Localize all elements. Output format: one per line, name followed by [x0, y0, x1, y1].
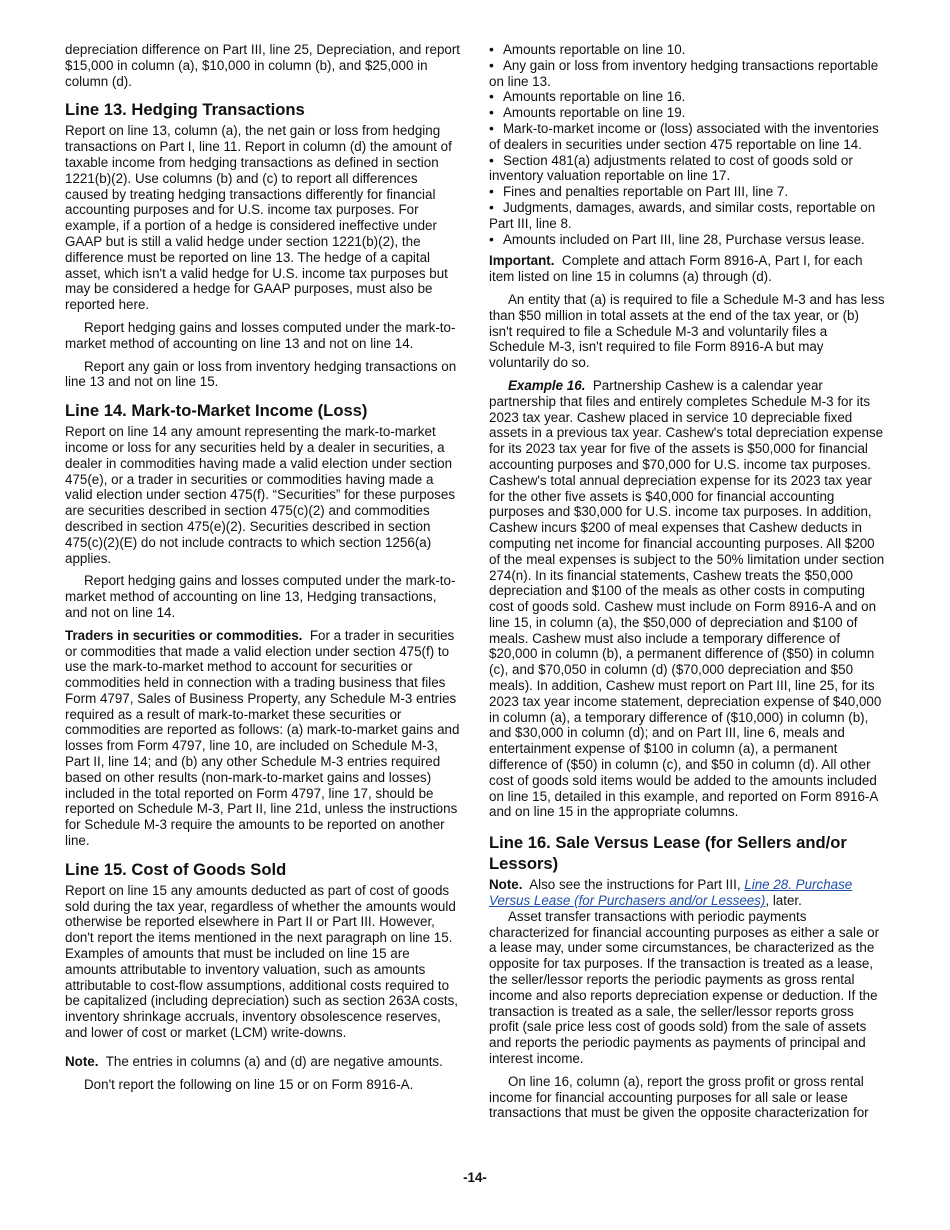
list-item: • Fines and penalties reportable on Part III, line 7. — [489, 184, 885, 200]
traders-text: For a trader in securities or commodities that made a valid election under section 475(f) to use the mark-to-market method to account for securities or commodities held in connection with a trading business that files Form 4797, Sales of Business Property, any Schedule M-3 entries required as a result of mark-to-market these securities or commodities are reported as follows: (a) mark-to-market gains and losses from Form 4797, line 10, are included on Schedule M-3, Part II, line 14; and (b) any other Schedule M-3 entries required based on other results (non-mark-to-market gains and losses) included in the total reported on Form 4797, line 17, should be reported on Schedule M-3, Part II, line 21d, unless the instructions for Schedule M-3 require the amounts to be reported on another line. — [65, 627, 460, 849]
line16-paragraph-1: Asset transfer transactions with periodic payments characterized for financial accounting purposes as either a sale or a lease may, under some circumstances, be characterized as the opposite for tax purposes. If the transaction is treated as a lease, the seller/lessor reports the periodic payments as gross rental income and also reports depreciation expense or deduction. If the transaction is treated as a sale, the seller/lessor reports gross profit (sale price less cost of goods sold) from the sale of assets and reports the periodic payments as payments of principal and interest income. — [489, 908, 880, 1067]
line14-paragraph-2: Report hedging gains and losses computed under the mark-to-market method of accounting on line 13, Hedging transactions, and not on line 14. — [65, 573, 456, 620]
line15-heading: Line 15. Cost of Goods Sold — [65, 859, 287, 879]
line15-note — [65, 1054, 462, 1070]
list-item: • Section 481(a) adjustments related to cost of goods sold or inventory valuation reportable on line 17. — [489, 153, 885, 185]
important-label: Important. — [489, 253, 555, 269]
example16-text: Partnership Cashew is a calendar year partnership that files and entirely completes Schedule M-3 for its 2023 tax year. Cashew placed in service 10 depreciable fixed assets in a previous tax year. Cashew's total depreciation expense for its 2023 tax year for five of the assets is $50,000 for financial accounting purposes and $70,000 for U.S. income tax purposes. Cashew's total annual depreciation expense for its 2023 tax year for the other five assets is $40,000 for financial accounting purposes and $30,000 for U.S. income tax purposes. In addition, Cashew incurs $200 of meal expenses that Cashew deducts in computing net income for financial accounting purposes. All $200 of the meal expenses is subject to the 50% limitation under section 274(n). In its financial statements, Cashew treats the $50,000 depreciation and $100 of the meals as other costs in computing cost of goods sold. Cashew must include on Form 8916-A and on line 15, in column (a), the $50,000 of depreciation and $100 of meals. Cashew must also include a temporary difference of $20,000 in column (b), a permanent difference of ($50) in column (c), and $70,050 in column (d) ($70,000 depreciation and $50 meals). In addition, Cashew must report on Part III, line 25, for its 2023 tax year income statement, depreciation expense of $40,000 in column (a), a temporary difference of ($10,000) in column (b), and $30,000 in column (d); and on Part III, line 6, meals and entertainment expense of $100 in column (a), a permanent difference of ($50) in column (c), and $50 in column (d). All other cost of goods sold items would be added to the amounts included on line 15, detailed in this example, and reported on Form 8916-A and on line 15 in the appropriate columns. — [489, 377, 885, 820]
line16-heading: Line 16. Sale Versus Lease (for Sellers and/or Lessors) — [489, 833, 847, 874]
line16-note-label: Note. — [489, 877, 523, 893]
exclusion-list — [489, 42, 885, 247]
important-text: Complete and attach Form 8916-A, Part I, for each item listed on line 15 in columns (a) through (d). — [489, 253, 863, 285]
line13-heading: Line 13. Hedging Transactions — [65, 100, 305, 120]
line16-paragraph-2: On line 16, column (a), report the gross profit or gross rental income for financial accounting purposes for all sale or lease transactions that must be given the opposite characterization for — [489, 1073, 869, 1121]
list-item: • Amounts reportable on line 10. — [489, 42, 885, 58]
intro-paragraph: depreciation difference on Part III, line 25, Depreciation, and report $15,000 in column (a), $10,000 in column (b), and $25,000 in column (d). — [65, 42, 461, 89]
list-item: • Amounts included on Part III, line 28, Purchase versus lease. — [489, 232, 885, 248]
line16-note-pre: Also see the instructions for Part III, — [529, 877, 741, 893]
list-item: • Amounts reportable on line 19. — [489, 105, 885, 121]
important-paragraph — [489, 253, 885, 285]
example16-label: Example 16. — [508, 377, 586, 393]
list-item: • Judgments, damages, awards, and similar costs, reportable on Part III, line 8. — [489, 200, 885, 232]
line16-note — [489, 877, 885, 909]
line13-paragraph-1: Report on line 13, column (a), the net gain or loss from hedging transactions on Part I, line 11. Report in column (d) the amount of taxable income from hedging transactions as defined in section 1221(b)(2). Use columns (b) and (c) to report all differences caused by treating hedging transactions differently for financial accounting purposes and for U.S. income tax purposes. For example, if a portion of a hedge is considered ineffective under GAAP but is still a valid hedge under section 1221(b)(2), the difference must be reported on line 13. The hedge of a capital asset, which isn't a valid hedge for U.S. income tax purposes but may be considered a hedge for GAAP purposes, must also be reported here. — [65, 123, 452, 313]
list-item: • Mark-to-market income or (loss) associated with the inventories of dealers in securities under section 475 reportable on line 14. — [489, 121, 885, 153]
line15-note-label: Note. — [65, 1053, 99, 1069]
entity-paragraph: An entity that (a) is required to file a Schedule M-3 and has less than $50 million in total assets at the end of the tax year, or (b) isn't required to file a Schedule M-3 and voluntarily files a Schedule M-3, isn't required to file Form 8916-A but may voluntarily do so. — [489, 291, 885, 371]
line13-paragraph-2: Report hedging gains and losses computed under the mark-to-market method of accounting on line 13 and not on line 14. — [65, 319, 456, 351]
page-number: -14- — [463, 1170, 487, 1185]
list-item: • Amounts reportable on line 16. — [489, 89, 885, 105]
traders-label: Traders in securities or commodities. — [65, 627, 303, 643]
line15-paragraph-2: Don't report the following on line 15 or on Form 8916-A. — [84, 1076, 414, 1092]
example16-paragraph — [489, 378, 885, 820]
right-column — [489, 42, 885, 1128]
line16-note-post: , later. — [765, 893, 802, 909]
line28-link[interactable]: Line 28. Purchase Versus Lease (for Purchasers and/or Lessees) — [489, 877, 853, 909]
line14-paragraph-1: Report on line 14 any amount representing the mark-to-market income or loss for any securities held by a dealer in securities, a dealer in commodities having made a valid election under section 475(e), or a trader in securities or commodities having made a valid election under section 475(f). “Securities” for these purposes are securities described in section 475(c)(2) and commodities described in section 475(e)(2). Securities described in section 475(c)(2)(E) do not include contracts to which section 1256(a) applies. — [65, 424, 456, 566]
line14-heading: Line 14. Mark-to-Market Income (Loss) — [65, 401, 368, 421]
line13-paragraph-3: Report any gain or loss from inventory hedging transactions on line 13 and not on line 15. — [65, 358, 457, 390]
traders-paragraph — [65, 628, 462, 849]
list-item: • Any gain or loss from inventory hedging transactions reportable on line 13. — [489, 58, 885, 90]
line15-paragraph-1: Report on line 15 any amounts deducted as part of cost of goods sold during the tax year, regardless of whether the amounts would otherwise be reported elsewhere in Part II or Part III. However, don't report the items mentioned in the next paragraph on line 15. Examples of amounts that must be included on line 15 are amounts attributable to inventory valuation, such as amounts attributable to cost-flow assumptions, additional costs required to be capitalized (including depreciation) such as section 263A costs, inventory shrinkage accruals, inventory obsolescence reserves, and lower of cost or market (LCM) write-downs. — [65, 882, 459, 1041]
left-column — [65, 42, 462, 1099]
line15-note-text: The entries in columns (a) and (d) are negative amounts. — [105, 1053, 443, 1069]
